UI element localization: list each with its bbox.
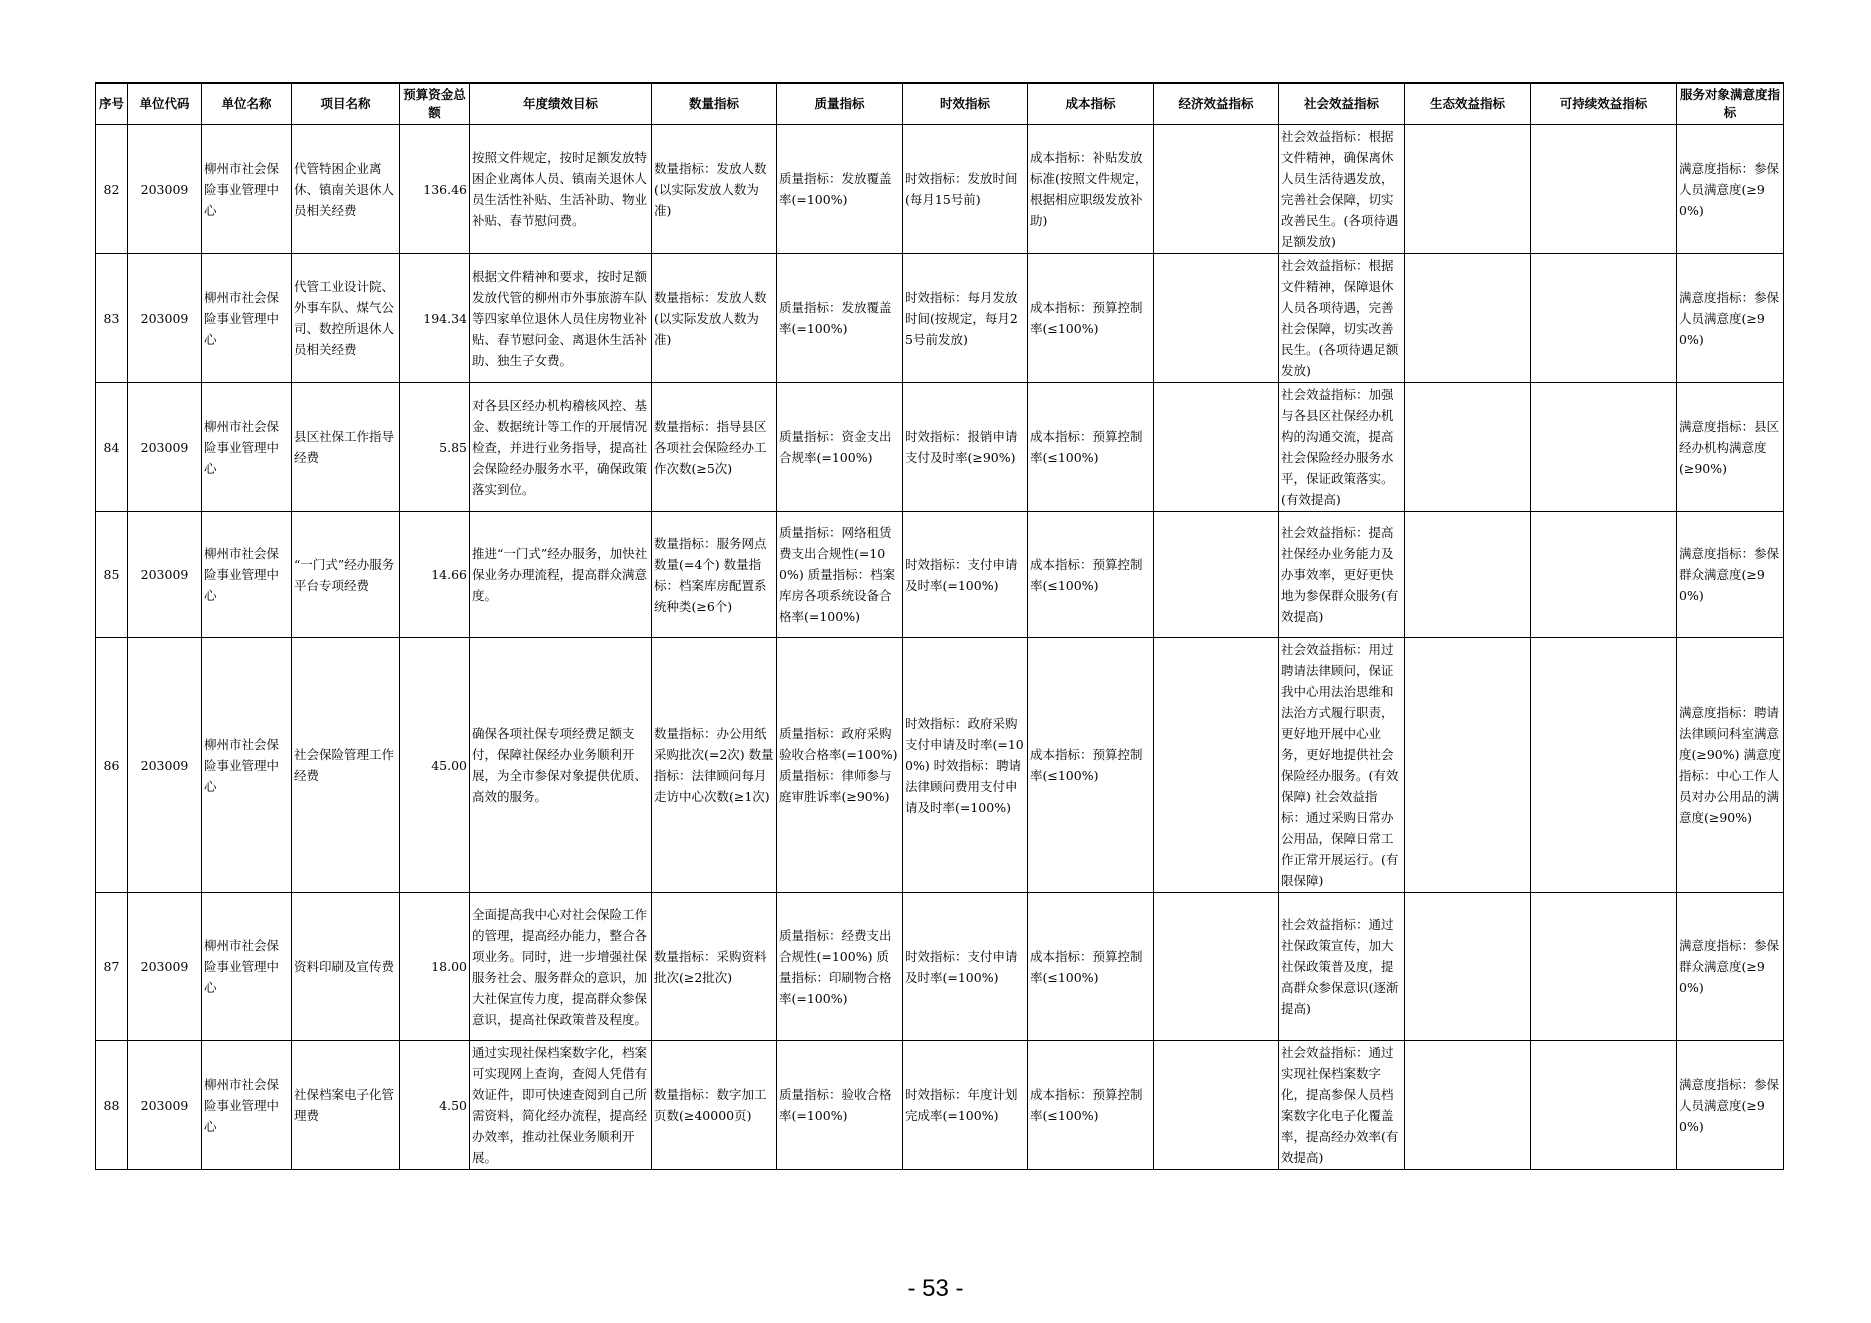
quantity-indicator-cell: 数量指标：发放人数(以实际发放人数为准) [652, 125, 777, 254]
timeliness-indicator-cell: 时效指标：每月发放时间(按规定，每月25号前发放) [903, 254, 1028, 383]
header-cell: 项目名称 [292, 83, 400, 125]
budget-amount-cell: 5.85 [400, 383, 470, 512]
row-number-cell: 88 [96, 1041, 128, 1170]
header-cell: 质量指标 [777, 83, 903, 125]
row-number-cell: 82 [96, 125, 128, 254]
header-row [96, 83, 1784, 125]
table-row [96, 638, 1784, 893]
unit-name-cell: 柳州市社会保险事业管理中心 [202, 893, 292, 1041]
budget-amount-cell: 194.34 [400, 254, 470, 383]
quality-indicator-cell: 质量指标：经费支出合规性(=100%) 质量指标：印刷物合格率(=100%) [777, 893, 903, 1041]
unit-code-cell: 203009 [128, 1041, 202, 1170]
table-row [96, 893, 1784, 1041]
satisfaction-indicator-cell: 满意度指标：参保群众满意度(≥90%) [1677, 893, 1784, 1041]
unit-name-cell: 柳州市社会保险事业管理中心 [202, 1041, 292, 1170]
sustainable-indicator-cell [1531, 512, 1677, 638]
timeliness-indicator-cell: 时效指标：年度计划完成率(=100%) [903, 1041, 1028, 1170]
header-cell: 生态效益指标 [1405, 83, 1531, 125]
quality-indicator-cell: 质量指标：网络租赁费支出合规性(=100%) 质量指标：档案库房各项系统设备合格率(=100%) [777, 512, 903, 638]
quality-indicator-cell: 质量指标：发放覆盖率(=100%) [777, 254, 903, 383]
social-indicator-cell: 社会效益指标：通过实现社保档案数字化，提高参保人员档案数字化电子化覆盖率，提高经办效率(有效提高) [1279, 1041, 1405, 1170]
ecological-indicator-cell [1405, 638, 1531, 893]
economic-indicator-cell [1154, 638, 1279, 893]
ecological-indicator-cell [1405, 1041, 1531, 1170]
annual-goal-cell: 确保各项社保专项经费足额支付，保障社保经办业务顺利开展，为全市参保对象提供优质、高效的服务。 [470, 638, 652, 893]
unit-code-cell: 203009 [128, 383, 202, 512]
unit-name-cell: 柳州市社会保险事业管理中心 [202, 512, 292, 638]
header-cell: 服务对象满意度指标 [1677, 83, 1784, 125]
quality-indicator-cell: 质量指标：资金支出合规率(=100%) [777, 383, 903, 512]
social-indicator-cell: 社会效益指标：根据文件精神，保障退休人员各项待遇，完善社会保障，切实改善民生。(各项待遇足额发放) [1279, 254, 1405, 383]
budget-amount-cell: 45.00 [400, 638, 470, 893]
ecological-indicator-cell [1405, 512, 1531, 638]
quantity-indicator-cell: 数量指标：采购资料批次(≥2批次) [652, 893, 777, 1041]
header-cell: 社会效益指标 [1279, 83, 1405, 125]
cost-indicator-cell: 成本指标：预算控制率(≤100%) [1028, 512, 1154, 638]
table-row [96, 125, 1784, 254]
header-cell: 单位代码 [128, 83, 202, 125]
unit-name-cell: 柳州市社会保险事业管理中心 [202, 254, 292, 383]
satisfaction-indicator-cell: 满意度指标：县区经办机构满意度(≥90%) [1677, 383, 1784, 512]
table-row [96, 383, 1784, 512]
project-name-cell: “一门式”经办服务平台专项经费 [292, 512, 400, 638]
budget-amount-cell: 4.50 [400, 1041, 470, 1170]
quality-indicator-cell: 质量指标：发放覆盖率(=100%) [777, 125, 903, 254]
sustainable-indicator-cell [1531, 638, 1677, 893]
social-indicator-cell: 社会效益指标：提高社保经办业务能力及办事效率，更好更快地为参保群众服务(有效提高) [1279, 512, 1405, 638]
row-number-cell: 86 [96, 638, 128, 893]
social-indicator-cell: 社会效益指标：通过社保政策宣传，加大社保政策普及度，提高群众参保意识(逐渐提高) [1279, 893, 1405, 1041]
quantity-indicator-cell: 数量指标：指导县区各项社会保险经办工作次数(≥5次) [652, 383, 777, 512]
sustainable-indicator-cell [1531, 383, 1677, 512]
unit-name-cell: 柳州市社会保险事业管理中心 [202, 125, 292, 254]
social-indicator-cell: 社会效益指标：根据文件精神，确保离休人员生活待遇发放，完善社会保障，切实改善民生。(各项待遇足额发放) [1279, 125, 1405, 254]
ecological-indicator-cell [1405, 383, 1531, 512]
project-name-cell: 社会保险管理工作经费 [292, 638, 400, 893]
quantity-indicator-cell: 数量指标：办公用纸采购批次(=2次) 数量指标：法律顾问每月走访中心次数(≥1次) [652, 638, 777, 893]
economic-indicator-cell [1154, 512, 1279, 638]
header-cell: 数量指标 [652, 83, 777, 125]
header-cell: 年度绩效目标 [470, 83, 652, 125]
ecological-indicator-cell [1405, 125, 1531, 254]
annual-goal-cell: 推进“一门式”经办服务，加快社保业务办理流程，提高群众满意度。 [470, 512, 652, 638]
project-name-cell: 代管特困企业离休、镇南关退休人员相关经费 [292, 125, 400, 254]
sustainable-indicator-cell [1531, 1041, 1677, 1170]
row-number-cell: 87 [96, 893, 128, 1041]
satisfaction-indicator-cell: 满意度指标：参保人员满意度(≥90%) [1677, 1041, 1784, 1170]
quality-indicator-cell: 质量指标：政府采购验收合格率(=100%) 质量指标：律师参与庭审胜诉率(≥90%) [777, 638, 903, 893]
social-indicator-cell: 社会效益指标：用过聘请法律顾问，保证我中心用法治思维和法治方式履行职责，更好地开展中心业务，更好地提供社会保险经办服务。(有效保障) 社会效益指标：通过采购日常办公用品，保障日常工作正常开展运行。(有限保障) [1279, 638, 1405, 893]
timeliness-indicator-cell: 时效指标：政府采购支付申请及时率(=100%) 时效指标：聘请法律顾问费用支付申请及时率(=100%) [903, 638, 1028, 893]
timeliness-indicator-cell: 时效指标：报销申请支付及时率(≥90%) [903, 383, 1028, 512]
cost-indicator-cell: 成本指标：预算控制率(≤100%) [1028, 1041, 1154, 1170]
row-number-cell: 84 [96, 383, 128, 512]
cost-indicator-cell: 成本指标：预算控制率(≤100%) [1028, 254, 1154, 383]
cost-indicator-cell: 成本指标：预算控制率(≤100%) [1028, 638, 1154, 893]
unit-name-cell: 柳州市社会保险事业管理中心 [202, 383, 292, 512]
quality-indicator-cell: 质量指标：验收合格率(=100%) [777, 1041, 903, 1170]
project-name-cell: 社保档案电子化管理费 [292, 1041, 400, 1170]
unit-name-cell: 柳州市社会保险事业管理中心 [202, 638, 292, 893]
table-row [96, 254, 1784, 383]
header-cell: 单位名称 [202, 83, 292, 125]
annual-goal-cell: 对各县区经办机构稽核风控、基金、数据统计等工作的开展情况检查，并进行业务指导，提高社会保险经办服务水平，确保政策落实到位。 [470, 383, 652, 512]
project-name-cell: 代管工业设计院、外事车队、煤气公司、数控所退休人员相关经费 [292, 254, 400, 383]
economic-indicator-cell [1154, 1041, 1279, 1170]
project-name-cell: 县区社保工作指导经费 [292, 383, 400, 512]
budget-amount-cell: 14.66 [400, 512, 470, 638]
timeliness-indicator-cell: 时效指标：发放时间(每月15号前) [903, 125, 1028, 254]
satisfaction-indicator-cell: 满意度指标：参保人员满意度(≥90%) [1677, 125, 1784, 254]
project-name-cell: 资料印刷及宣传费 [292, 893, 400, 1041]
economic-indicator-cell [1154, 125, 1279, 254]
header-cell: 经济效益指标 [1154, 83, 1279, 125]
sustainable-indicator-cell [1531, 254, 1677, 383]
row-number-cell: 83 [96, 254, 128, 383]
sustainable-indicator-cell [1531, 125, 1677, 254]
unit-code-cell: 203009 [128, 893, 202, 1041]
unit-code-cell: 203009 [128, 512, 202, 638]
row-number-cell: 85 [96, 512, 128, 638]
ecological-indicator-cell [1405, 254, 1531, 383]
annual-goal-cell: 按照文件规定，按时足额发放特困企业离体人员、镇南关退休人员生活性补贴、生活补助、物业补贴、春节慰问费。 [470, 125, 652, 254]
annual-goal-cell: 根据文件精神和要求，按时足额发放代管的柳州市外事旅游车队等四家单位退休人员住房物业补贴、春节慰问金、离退休生活补助、独生子女费。 [470, 254, 652, 383]
header-cell: 时效指标 [903, 83, 1028, 125]
header-cell: 成本指标 [1028, 83, 1154, 125]
economic-indicator-cell [1154, 893, 1279, 1041]
header-cell: 可持续效益指标 [1531, 83, 1677, 125]
quantity-indicator-cell: 数量指标：数字加工页数(≥40000页) [652, 1041, 777, 1170]
economic-indicator-cell [1154, 383, 1279, 512]
header-cell: 预算资金总额 [400, 83, 470, 125]
unit-code-cell: 203009 [128, 254, 202, 383]
timeliness-indicator-cell: 时效指标：支付申请及时率(=100%) [903, 512, 1028, 638]
quantity-indicator-cell: 数量指标：服务网点数量(=4个) 数量指标：档案库房配置系统种类(≥6个) [652, 512, 777, 638]
ecological-indicator-cell [1405, 893, 1531, 1041]
annual-goal-cell: 全面提高我中心对社会保险工作的管理，提高经办能力，整合各项业务。同时，进一步增强社保服务社会、服务群众的意识，加大社保宣传力度，提高群众参保意识，提高社保政策普及程度。 [470, 893, 652, 1041]
economic-indicator-cell [1154, 254, 1279, 383]
social-indicator-cell: 社会效益指标：加强与各县区社保经办机构的沟通交流，提高社会保险经办服务水平，保证政策落实。(有效提高) [1279, 383, 1405, 512]
budget-amount-cell: 18.00 [400, 893, 470, 1041]
sustainable-indicator-cell [1531, 893, 1677, 1041]
budget-amount-cell: 136.46 [400, 125, 470, 254]
unit-code-cell: 203009 [128, 125, 202, 254]
header-cell: 序号 [96, 83, 128, 125]
cost-indicator-cell: 成本指标：预算控制率(≤100%) [1028, 893, 1154, 1041]
cost-indicator-cell: 成本指标：预算控制率(≤100%) [1028, 383, 1154, 512]
cost-indicator-cell: 成本指标：补贴发放标准(按照文件规定，根据相应职级发放补助) [1028, 125, 1154, 254]
page-number: - 53 - [907, 1275, 964, 1302]
unit-code-cell: 203009 [128, 638, 202, 893]
performance-table [95, 82, 1784, 1170]
annual-goal-cell: 通过实现社保档案数字化，档案可实现网上查询，查阅人凭借有效证件，即可快速查阅到自己所需资料，简化经办流程，提高经办效率，推动社保业务顺利开展。 [470, 1041, 652, 1170]
table-row [96, 1041, 1784, 1170]
table-row [96, 512, 1784, 638]
satisfaction-indicator-cell: 满意度指标：聘请法律顾问科室满意度(≥90%) 满意度指标：中心工作人员对办公用品的满意度(≥90%) [1677, 638, 1784, 893]
quantity-indicator-cell: 数量指标：发放人数(以实际发放人数为准) [652, 254, 777, 383]
satisfaction-indicator-cell: 满意度指标：参保人员满意度(≥90%) [1677, 254, 1784, 383]
satisfaction-indicator-cell: 满意度指标：参保群众满意度(≥90%) [1677, 512, 1784, 638]
timeliness-indicator-cell: 时效指标：支付申请及时率(=100%) [903, 893, 1028, 1041]
